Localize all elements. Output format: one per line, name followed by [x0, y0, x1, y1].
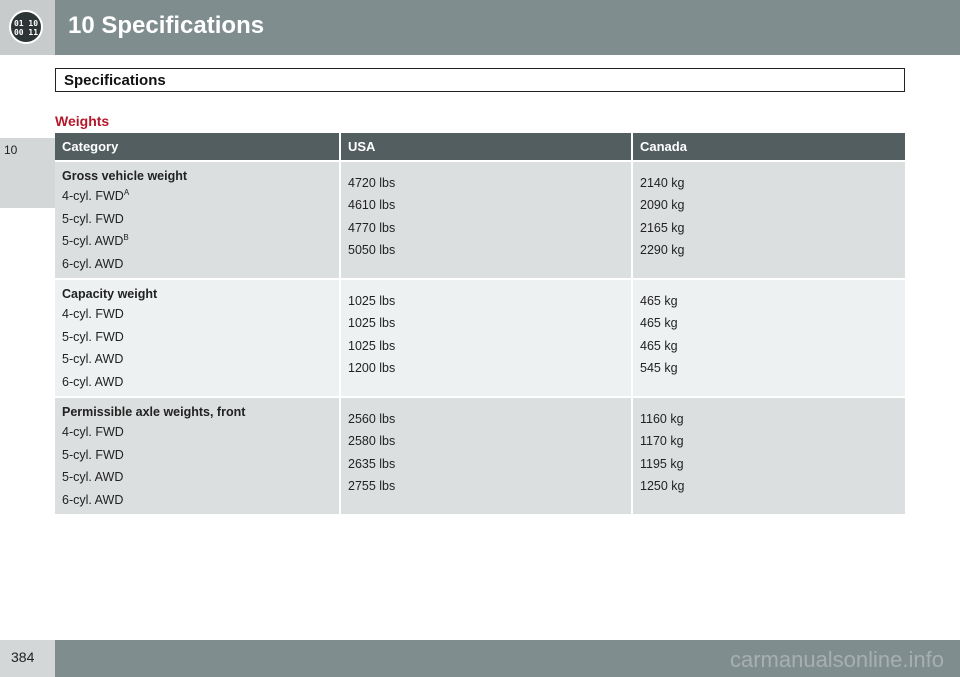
engine-variant-label [62, 306, 332, 322]
canada-value: 2165 kg [640, 220, 685, 235]
engine-variant-label [62, 351, 332, 367]
section-title: Specifications [64, 72, 166, 89]
specifications-icon [9, 10, 43, 44]
canada-cell [632, 279, 905, 397]
engine-variant-text: 6-cyl. AWD [62, 374, 124, 389]
engine-variant-label [62, 256, 332, 272]
usa-value: 1025 lbs [348, 294, 396, 308]
engine-variant-text: 5-cyl. AWD [62, 352, 124, 366]
column-header-canada: Canada [632, 133, 905, 161]
engine-variant-text: 5-cyl. AWD [62, 470, 124, 484]
canada-value: 465 kg [640, 316, 678, 331]
canada-value: 2290 kg [640, 242, 685, 257]
engine-variant-label [62, 492, 332, 508]
engine-variant-text: 6-cyl. AWD [62, 492, 124, 507]
engine-variant-text: 4-cyl. FWD [62, 189, 124, 203]
watermark: carmanualsonline.info [729, 647, 944, 672]
engine-variant-label [62, 469, 332, 485]
canada-value: 465 kg [640, 338, 678, 353]
canada-value: 1160 kg [640, 412, 684, 426]
canada-value: 1195 kg [640, 456, 684, 471]
engine-variant-label [62, 374, 332, 390]
table-row [55, 161, 905, 279]
canada-value: 465 kg [640, 294, 678, 308]
usa-value: 5050 lbs [348, 242, 396, 257]
column-header-category: Category [55, 133, 340, 161]
usa-cell [340, 397, 632, 514]
engine-variant-text: 4-cyl. FWD [62, 307, 124, 321]
usa-value: 4770 lbs [348, 220, 396, 235]
category-cell [55, 161, 340, 279]
chapter-side-tab-label: 10 [4, 143, 18, 157]
usa-value: 2560 lbs [348, 412, 396, 426]
chapter-side-tab[interactable] [0, 138, 55, 208]
canada-value: 2090 kg [640, 198, 685, 213]
usa-value: 4610 lbs [348, 198, 396, 213]
category-cell [55, 279, 340, 397]
canada-value: 1170 kg [640, 434, 684, 449]
canada-value: 545 kg [640, 360, 678, 375]
engine-variant-label [62, 447, 332, 463]
category-cell [55, 397, 340, 514]
group-name: Gross vehicle weight [62, 169, 188, 183]
usa-value: 4720 lbs [348, 176, 396, 190]
group-name: Capacity weight [62, 287, 158, 301]
canada-cell [632, 397, 905, 514]
footnote-marker: B [123, 232, 129, 242]
engine-variant-text: 4-cyl. FWD [62, 425, 124, 439]
table-row [55, 279, 905, 397]
chapter-badge [0, 0, 55, 55]
table-header-row [55, 133, 905, 161]
engine-variant-label [62, 424, 332, 440]
engine-variant-text: 5-cyl. FWD [62, 211, 124, 226]
badge-digits-bottom: 00 11 [13, 28, 39, 37]
usa-value: 2580 lbs [348, 434, 396, 449]
group-name: Permissible axle weights, front [62, 405, 246, 419]
engine-variant-label [62, 233, 332, 249]
badge-digits-top: 01 10 [13, 19, 39, 28]
usa-cell [340, 279, 632, 397]
canada-cell [632, 161, 905, 279]
usa-value: 2635 lbs [348, 456, 396, 471]
canada-value: 2140 kg [640, 176, 685, 190]
weights-heading: Weights [55, 113, 110, 129]
usa-value: 1200 lbs [348, 360, 396, 375]
chapter-header-bar [0, 0, 960, 55]
usa-value: 2755 lbs [348, 478, 396, 493]
engine-variant-text: 5-cyl. AWD [62, 234, 124, 248]
engine-variant-text: 5-cyl. FWD [62, 447, 124, 462]
usa-value: 1025 lbs [348, 338, 396, 353]
section-title-box [55, 68, 905, 92]
usa-cell [340, 161, 632, 279]
footnote-marker: A [123, 187, 130, 197]
page-number: 384 [11, 649, 35, 665]
chapter-title: 10 Specifications [68, 12, 265, 39]
usa-value: 1025 lbs [348, 316, 396, 331]
canada-value: 1250 kg [640, 478, 685, 493]
engine-variant-label [62, 188, 332, 204]
engine-variant-label [62, 211, 332, 227]
weights-table [55, 133, 905, 514]
page-number-tab [0, 640, 55, 677]
column-header-usa: USA [340, 133, 632, 161]
engine-variant-text: 6-cyl. AWD [62, 256, 124, 271]
engine-variant-label [62, 329, 332, 345]
table-row [55, 397, 905, 514]
engine-variant-text: 5-cyl. FWD [62, 329, 124, 344]
